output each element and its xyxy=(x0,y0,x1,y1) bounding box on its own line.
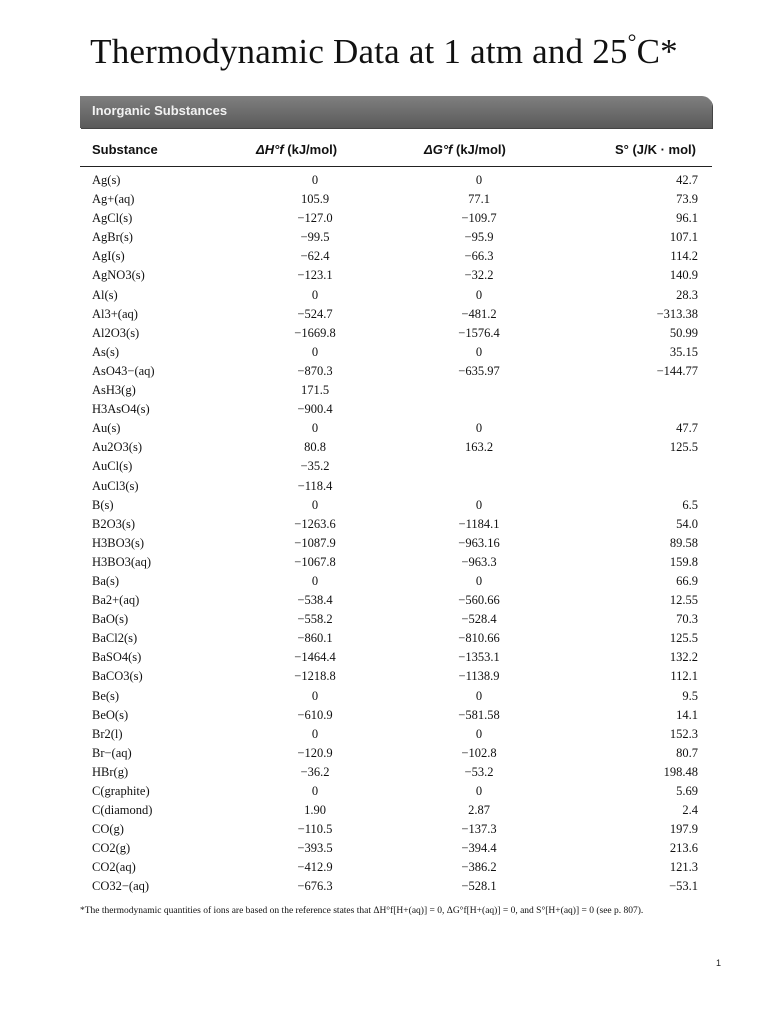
cell-enthalpy: −35.2 xyxy=(300,459,330,474)
cell-enthalpy: −1669.8 xyxy=(294,325,336,340)
cell-entropy: 14.1 xyxy=(676,707,698,722)
cell-enthalpy: 0 xyxy=(311,173,319,187)
table-row xyxy=(80,629,712,648)
cell-substance: AsH3(g) xyxy=(92,383,136,398)
cell-substance: Ag+(aq) xyxy=(92,192,135,207)
cell-entropy: 112.1 xyxy=(670,669,698,684)
cell-substance: Be(s) xyxy=(92,688,120,703)
footnote: *The thermodynamic quantities of ions are based on the reference states that ΔH°f[H+(aq)] = 0, ΔG°f[H+(aq)] = 0, and S°[H+(aq)] = 0 (see p. 807). xyxy=(80,906,644,916)
table-row xyxy=(80,228,712,247)
table-row xyxy=(80,457,712,476)
cell-substance: Au2O3(s) xyxy=(92,440,142,455)
cell-entropy: 159.8 xyxy=(669,554,698,569)
table-row xyxy=(80,820,712,839)
cell-entropy: 2.4 xyxy=(682,803,698,818)
cell-enthalpy: −860.1 xyxy=(297,631,333,646)
cell-enthalpy: 0 xyxy=(311,497,319,512)
cell-enthalpy: −870.3 xyxy=(297,363,333,378)
cell-substance: B2O3(s) xyxy=(92,516,136,531)
cell-entropy: 213.6 xyxy=(669,841,698,856)
table-row xyxy=(80,648,712,667)
cell-gibbs: 0 xyxy=(475,726,483,741)
cell-entropy: 50.99 xyxy=(669,325,698,340)
table-row xyxy=(80,782,712,801)
table-row xyxy=(80,877,712,896)
cell-gibbs: 0 xyxy=(475,688,483,703)
cell-gibbs: −386.2 xyxy=(461,860,497,875)
cell-substance: BaSO4(s) xyxy=(92,650,142,665)
cell-substance: CO(g) xyxy=(92,822,124,837)
cell-entropy: 73.9 xyxy=(676,192,698,207)
cell-enthalpy: −118.4 xyxy=(297,478,333,493)
cell-entropy: 140.9 xyxy=(669,268,698,283)
cell-gibbs: −109.7 xyxy=(461,211,497,226)
table-row xyxy=(80,400,712,419)
table-row xyxy=(80,171,712,190)
cell-gibbs: 0 xyxy=(475,784,483,798)
section-banner xyxy=(80,96,712,128)
cell-enthalpy: 0 xyxy=(311,287,319,302)
cell-substance: BeO(s) xyxy=(92,707,129,722)
cell-enthalpy: −120.9 xyxy=(297,745,333,760)
cell-substance: AuCl(s) xyxy=(92,459,133,474)
cell-enthalpy: −676.3 xyxy=(297,879,333,894)
table-row xyxy=(80,247,712,266)
section-banner-label: Inorganic Substances xyxy=(92,103,228,118)
table-row xyxy=(80,591,712,610)
table-header xyxy=(80,130,712,167)
cell-gibbs: −137.3 xyxy=(461,822,497,837)
cell-enthalpy: −62.4 xyxy=(300,249,330,264)
cell-gibbs: −528.4 xyxy=(461,612,497,627)
cell-substance: Al(s) xyxy=(92,287,118,302)
cell-gibbs: −102.8 xyxy=(461,745,497,760)
thermo-table xyxy=(80,130,712,897)
cell-enthalpy: 0 xyxy=(311,688,319,703)
cell-gibbs: −394.4 xyxy=(461,841,497,856)
cell-entropy: 66.9 xyxy=(676,573,698,588)
table-row xyxy=(80,667,712,686)
cell-gibbs: 0 xyxy=(475,287,483,302)
cell-substance: AgCl(s) xyxy=(92,211,133,226)
cell-substance: BaCO3(s) xyxy=(92,669,143,684)
cell-substance: H3AsO4(s) xyxy=(92,402,150,417)
table-row xyxy=(80,381,712,400)
cell-substance: BaO(s) xyxy=(92,612,129,627)
cell-substance: Al2O3(s) xyxy=(92,325,140,340)
header-gibbs: ΔG°f (kJ/mol) xyxy=(424,142,506,157)
cell-enthalpy: 0 xyxy=(311,573,319,588)
cell-substance: AsO43−(aq) xyxy=(92,363,155,378)
cell-enthalpy: 0 xyxy=(311,421,319,436)
table-row xyxy=(80,190,712,209)
cell-substance: Br2(l) xyxy=(92,726,123,741)
header-substance: Substance xyxy=(92,142,158,157)
table-row xyxy=(80,343,712,362)
cell-enthalpy: 1.90 xyxy=(304,803,326,818)
cell-entropy: 197.9 xyxy=(669,822,698,837)
table-row xyxy=(80,687,712,706)
cell-gibbs: 0 xyxy=(475,344,483,359)
page-title: Thermodynamic Data at 1 atm and 25°C* xyxy=(90,29,678,71)
cell-entropy: 47.7 xyxy=(676,421,698,436)
cell-enthalpy: −110.5 xyxy=(297,822,333,837)
cell-gibbs: −810.66 xyxy=(458,631,500,646)
cell-entropy: 9.5 xyxy=(682,688,698,703)
cell-substance: C(diamond) xyxy=(92,803,153,818)
cell-enthalpy: −1087.9 xyxy=(294,535,336,550)
cell-enthalpy: −610.9 xyxy=(297,707,333,722)
cell-substance: Ba(s) xyxy=(92,573,120,588)
cell-entropy: 12.55 xyxy=(669,593,698,608)
cell-enthalpy: −558.2 xyxy=(297,612,333,627)
table-row xyxy=(80,286,712,305)
cell-substance: C(graphite) xyxy=(92,784,150,798)
cell-gibbs: −53.2 xyxy=(464,764,494,779)
cell-substance: B(s) xyxy=(92,497,114,512)
cell-substance: H3BO3(s) xyxy=(92,535,145,550)
cell-enthalpy: −1263.6 xyxy=(294,516,336,531)
cell-entropy: 132.2 xyxy=(669,650,698,665)
cell-entropy: 96.1 xyxy=(676,211,698,226)
cell-substance: BaCl2(s) xyxy=(92,631,138,646)
table-row xyxy=(80,553,712,572)
cell-enthalpy: −123.1 xyxy=(297,268,333,283)
cell-substance: AgBr(s) xyxy=(92,230,133,245)
cell-gibbs: −95.9 xyxy=(464,230,494,245)
cell-entropy: 107.1 xyxy=(669,230,698,245)
table-row xyxy=(80,209,712,228)
table-row xyxy=(80,763,712,782)
table-row xyxy=(80,266,712,285)
table-row xyxy=(80,515,712,534)
cell-substance: H3BO3(aq) xyxy=(92,554,152,569)
cell-enthalpy: −524.7 xyxy=(297,306,333,321)
cell-entropy: 6.5 xyxy=(682,497,698,512)
cell-enthalpy: −412.9 xyxy=(297,860,333,875)
cell-entropy: 125.5 xyxy=(669,440,698,455)
cell-gibbs: 77.1 xyxy=(468,192,490,207)
cell-substance: CO32−(aq) xyxy=(92,879,150,894)
cell-gibbs: −1138.9 xyxy=(458,669,500,684)
cell-gibbs: −963.16 xyxy=(458,535,500,550)
cell-substance: As(s) xyxy=(92,344,120,359)
header-entropy: S° (J/K · mol) xyxy=(614,142,696,157)
cell-gibbs: −560.66 xyxy=(458,593,500,608)
page-number: 1 xyxy=(716,958,722,968)
header-enthalpy: ΔH°f (kJ/mol) xyxy=(256,142,338,157)
cell-entropy: 125.5 xyxy=(669,631,698,646)
table-body xyxy=(80,167,712,897)
cell-enthalpy: 171.5 xyxy=(300,383,330,398)
table-row xyxy=(80,477,712,496)
cell-enthalpy: −900.4 xyxy=(297,402,333,417)
cell-gibbs: 2.87 xyxy=(468,803,490,818)
table-row xyxy=(80,725,712,744)
cell-enthalpy: 0 xyxy=(311,344,319,359)
cell-enthalpy: −393.5 xyxy=(297,841,333,856)
table-row xyxy=(80,496,712,515)
cell-gibbs: −1576.4 xyxy=(458,325,500,340)
cell-enthalpy: 0 xyxy=(311,726,319,741)
table-row xyxy=(80,324,712,343)
cell-substance: Br−(aq) xyxy=(92,745,132,760)
cell-entropy: 198.48 xyxy=(663,764,698,779)
cell-enthalpy: 105.9 xyxy=(300,192,330,207)
cell-substance: Ba2+(aq) xyxy=(92,593,140,608)
cell-enthalpy: 80.8 xyxy=(304,440,326,455)
cell-entropy: 28.3 xyxy=(676,287,698,302)
cell-substance: AgNO3(s) xyxy=(92,268,145,283)
cell-gibbs: 0 xyxy=(475,421,483,436)
cell-gibbs: −635.97 xyxy=(458,363,500,378)
cell-gibbs: −528.1 xyxy=(461,879,497,894)
table-row xyxy=(80,839,712,858)
cell-entropy: −313.38 xyxy=(656,306,698,321)
table-row xyxy=(80,572,712,591)
cell-substance: AgI(s) xyxy=(92,249,125,264)
cell-gibbs: −66.3 xyxy=(464,249,494,264)
cell-gibbs: 163.2 xyxy=(464,440,494,455)
cell-enthalpy: −36.2 xyxy=(300,764,330,779)
table-row xyxy=(80,534,712,553)
cell-entropy: 152.3 xyxy=(669,726,698,741)
cell-substance: Ag(s) xyxy=(92,173,121,187)
cell-entropy: −53.1 xyxy=(669,879,698,894)
cell-entropy: 80.7 xyxy=(676,745,698,760)
cell-enthalpy: −1067.8 xyxy=(294,554,336,569)
table-row xyxy=(80,419,712,438)
cell-enthalpy: −1218.8 xyxy=(294,669,336,684)
table-row xyxy=(80,362,712,381)
cell-gibbs: −1184.1 xyxy=(458,516,500,531)
cell-gibbs: 0 xyxy=(475,173,483,187)
table-row xyxy=(80,438,712,457)
cell-enthalpy: 0 xyxy=(311,784,319,798)
table-row xyxy=(80,610,712,629)
cell-enthalpy: −538.4 xyxy=(297,593,333,608)
cell-substance: CO2(g) xyxy=(92,841,131,856)
cell-entropy: 121.3 xyxy=(669,860,698,875)
cell-entropy: 5.69 xyxy=(676,784,698,798)
cell-substance: AuCl3(s) xyxy=(92,478,139,493)
cell-gibbs: −32.2 xyxy=(464,268,494,283)
table-row xyxy=(80,858,712,877)
table-row xyxy=(80,706,712,725)
cell-gibbs: −1353.1 xyxy=(458,650,500,665)
cell-entropy: 35.15 xyxy=(669,344,698,359)
cell-entropy: −144.77 xyxy=(656,363,698,378)
cell-entropy: 89.58 xyxy=(669,535,698,550)
table-row xyxy=(80,305,712,324)
table-row xyxy=(80,801,712,820)
cell-enthalpy: −127.0 xyxy=(297,211,333,226)
cell-gibbs: 0 xyxy=(475,573,483,588)
cell-gibbs: −963.3 xyxy=(461,554,497,569)
cell-substance: CO2(aq) xyxy=(92,860,136,875)
cell-substance: Au(s) xyxy=(92,421,121,436)
cell-enthalpy: −99.5 xyxy=(300,230,330,245)
cell-entropy: 114.2 xyxy=(670,249,698,264)
cell-substance: Al3+(aq) xyxy=(92,306,138,321)
cell-gibbs: −481.2 xyxy=(461,306,497,321)
cell-enthalpy: −1464.4 xyxy=(294,650,336,665)
cell-gibbs: 0 xyxy=(475,497,483,512)
table-row xyxy=(80,744,712,763)
cell-entropy: 54.0 xyxy=(676,516,698,531)
cell-gibbs: −581.58 xyxy=(458,707,500,722)
cell-entropy: 70.3 xyxy=(676,612,698,627)
cell-substance: HBr(g) xyxy=(92,764,129,779)
cell-entropy: 42.7 xyxy=(676,173,698,187)
